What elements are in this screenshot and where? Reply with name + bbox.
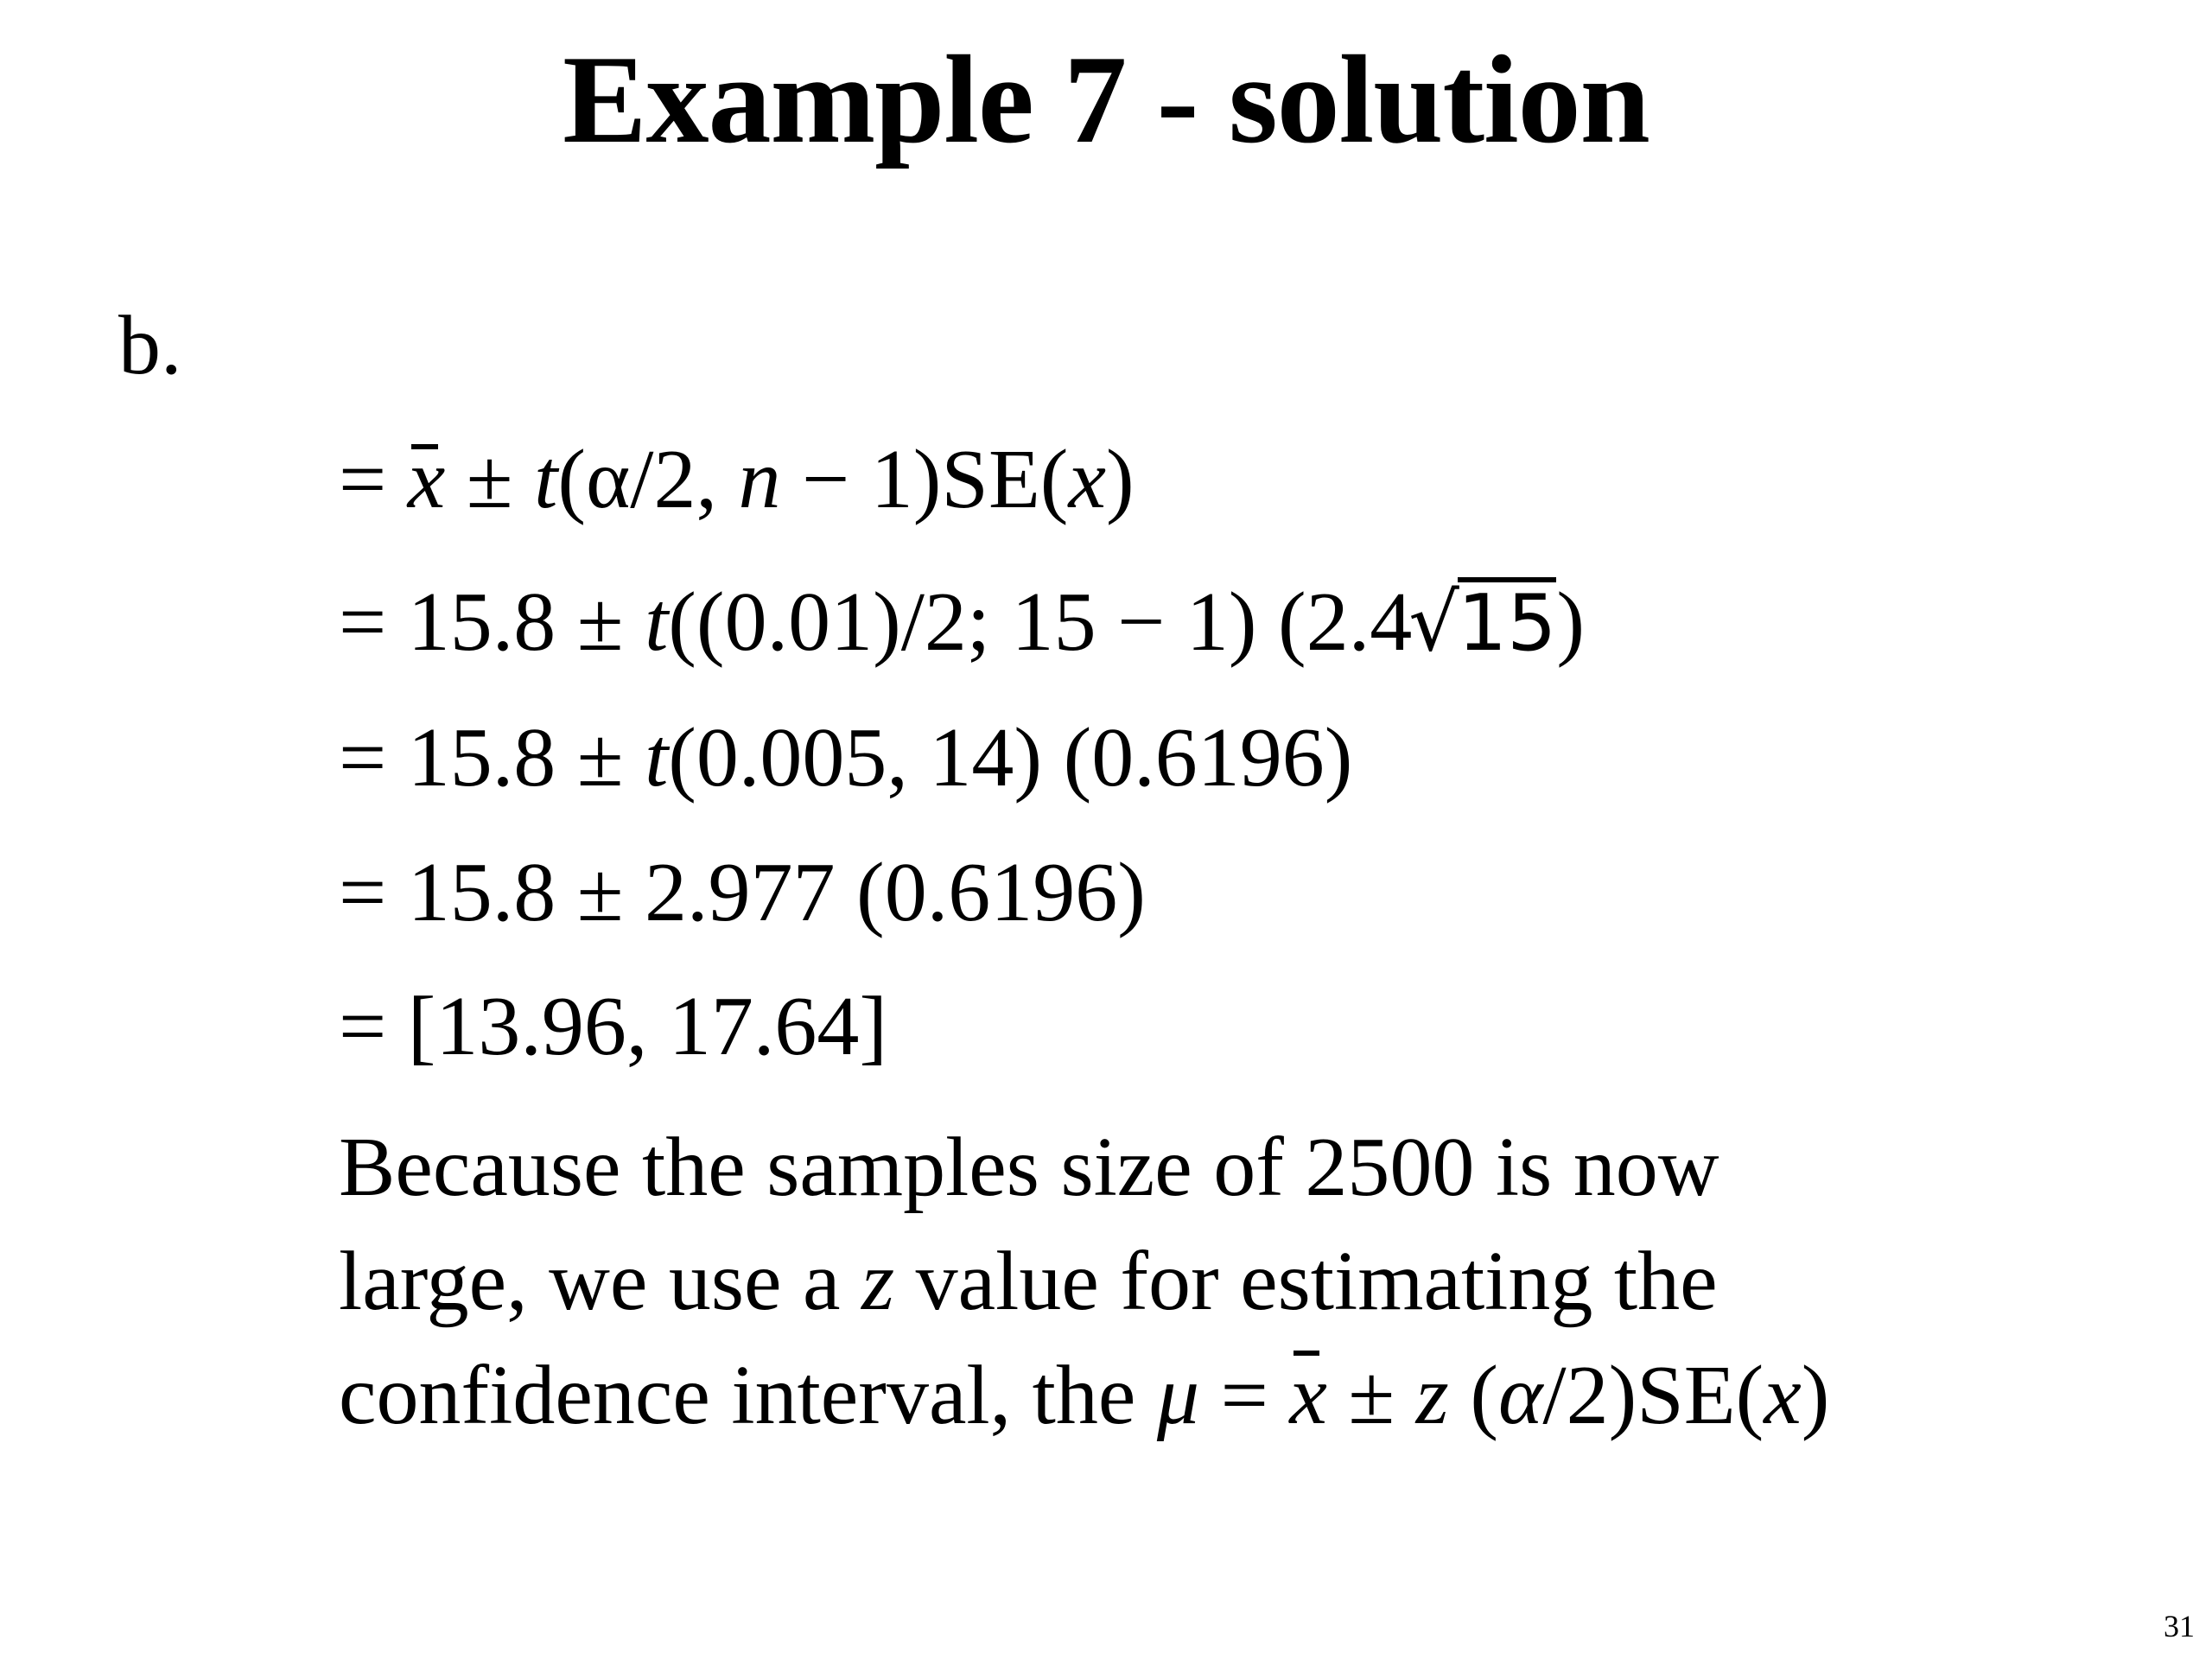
eq2-close: ) <box>1556 575 1585 669</box>
paragraph-line-3 <box>339 1338 2153 1452</box>
eq1-pm: ± <box>466 433 513 526</box>
equation-line-2 <box>339 575 1585 671</box>
paragraph-line-2 <box>339 1224 2153 1338</box>
p3-close: ) <box>1801 1349 1830 1442</box>
eq1-args: (α/2, <box>557 433 739 526</box>
eq2-middle: ((0.01)/2; 15 − 1) (2.4 <box>668 575 1413 669</box>
eq2-radicand: 15 <box>1457 578 1557 669</box>
p3-xbar: x <box>1289 1338 1327 1452</box>
paragraph-line-1: Because the samples size of 2500 is now <box>339 1121 1719 1214</box>
eq2-prefix: = 15.8 ± <box>339 575 645 669</box>
eq1-t: t <box>534 433 558 526</box>
eq1-close: ) <box>1105 433 1135 526</box>
eq3-rest: (0.005, 14) (0.6196) <box>668 711 1353 804</box>
p3-eq: = <box>1199 1349 1290 1442</box>
p3-mu: μ <box>1156 1349 1200 1442</box>
p2-after: value for estimating the <box>894 1235 1718 1328</box>
eq1-n: n <box>738 433 781 526</box>
p2-z: z <box>861 1235 895 1328</box>
slide-title: Example 7 - solution <box>563 29 1649 169</box>
eq1-rest: − 1)SE( <box>780 433 1069 526</box>
equation-line-5: = [13.96, 17.64] <box>339 980 888 1073</box>
p2-before: large, we use a <box>339 1235 861 1328</box>
eq1-equals: = <box>339 433 387 526</box>
p3-alpha: α <box>1497 1349 1543 1442</box>
eq2-t: t <box>645 575 669 669</box>
page-number: 31 <box>2164 1609 2195 1643</box>
p3-mid: ( <box>1448 1349 1498 1442</box>
eq3-prefix: = 15.8 ± <box>339 711 645 804</box>
eq3-t: t <box>645 711 669 804</box>
eq1-xbar: x <box>407 433 446 526</box>
p3-z: z <box>1415 1349 1449 1442</box>
eq1-x: x <box>1068 433 1106 526</box>
equation-line-3 <box>339 710 1352 805</box>
p3-x: x <box>1764 1349 1802 1442</box>
p3-pm: ± <box>1326 1349 1416 1442</box>
equation-line-1 <box>339 432 1135 527</box>
explanation-paragraph <box>339 1110 2153 1452</box>
p3-end: /2)SE( <box>1542 1349 1764 1442</box>
part-label: b. <box>118 299 182 392</box>
equation-line-4: = 15.8 ± 2.977 (0.6196) <box>339 846 1146 939</box>
p3-before: confidence interval, the <box>339 1349 1157 1442</box>
sqrt-icon: √ <box>1408 576 1459 669</box>
